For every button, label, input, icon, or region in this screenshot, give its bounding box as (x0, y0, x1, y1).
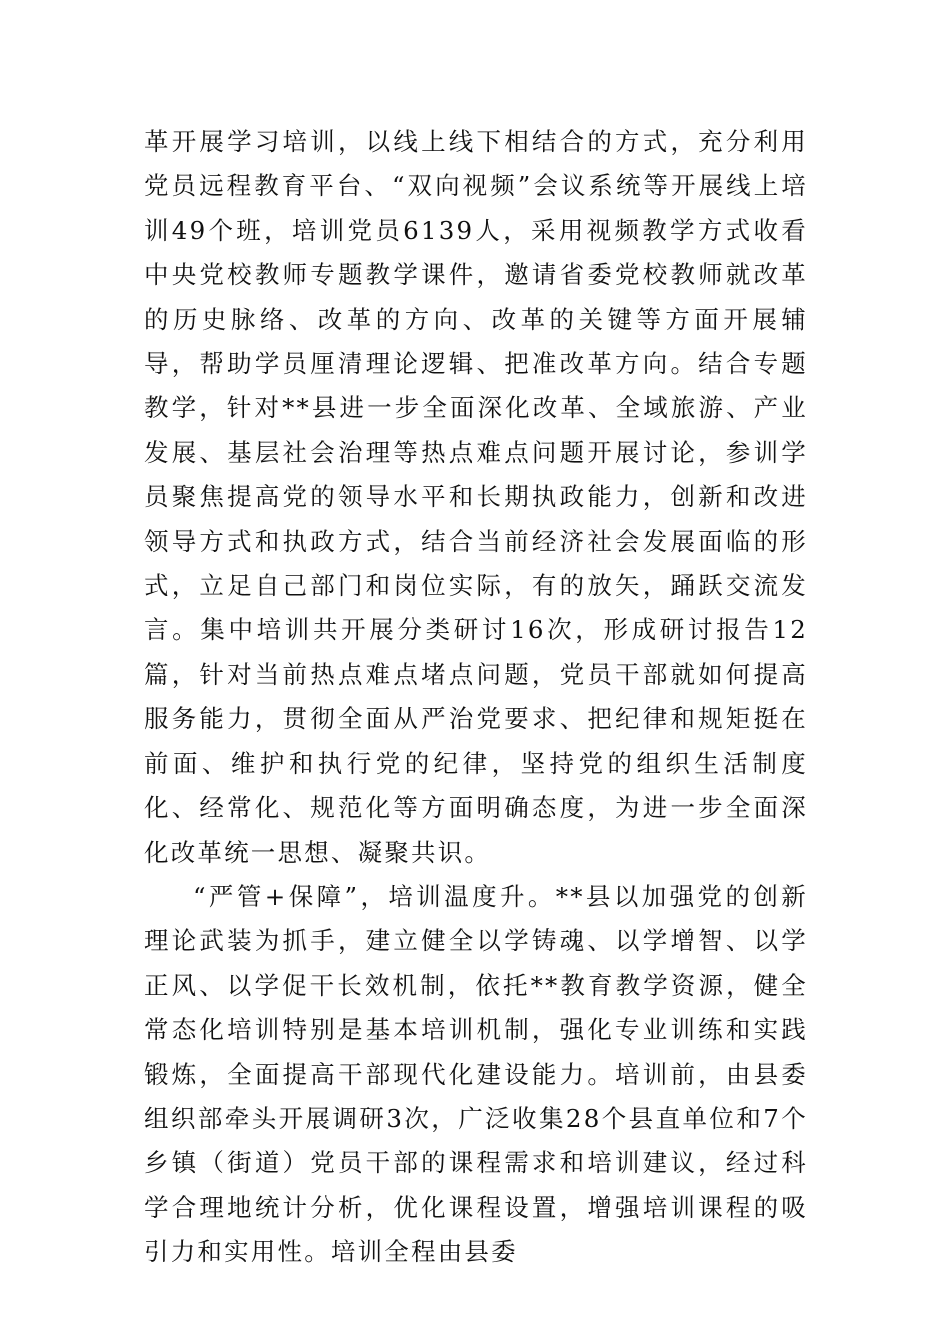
paragraph-continued: 革开展学习培训，以线上线下相结合的方式，充分利用党员远程教育平台、“双向视频”会议系统等开展线上培训49个班，培训党员6139人，采用视频教学方式收看中央党校教师专题教学课件，邀请省委党校教师就改革的历史脉络、改革的方向、改革的关键等方面开展辅导，帮助学员厘清理论逻辑、把准改革方向。结合专题教学，针对**县进一步全面深化改革、全域旅游、产业发展、基层社会治理等热点难点问题开展讨论，参训学员聚焦提高党的领导水平和长期执政能力，创新和改进领导方式和执政方式，结合当前经济社会发展面临的形式，立足自己部门和岗位实际，有的放矢，踊跃交流发言。集中培训共开展分类研讨16次，形成研讨报告12篇，针对当前热点难点堵点问题，党员干部就如何提高服务能力，贯彻全面从严治党要求、把纪律和规矩挺在前面、维护和执行党的纪律，坚持党的组织生活制度化、经常化、规范化等方面明确态度，为进一步全面深化改革统一思想、凝聚共识。 (144, 127, 808, 867)
document-body (144, 120, 808, 1275)
paragraph-strict-management: “严管+保障”，培训温度升。**县以加强党的创新理论武装为抓手，建立健全以学铸魂、以学增智、以学正风、以学促干长效机制，依托**教育教学资源，健全常态化培训特别是基本培训机制，强化专业训练和实践锻炼，全面提高干部现代化建设能力。培训前，由县委组织部牵头开展调研3次，广泛收集28个县直单位和7个乡镇（街道）党员干部的课程需求和培训建议，经过科学合理地统计分析，优化课程设置，增强培训课程的吸引力和实用性。培训全程由县委 (144, 881, 808, 1267)
